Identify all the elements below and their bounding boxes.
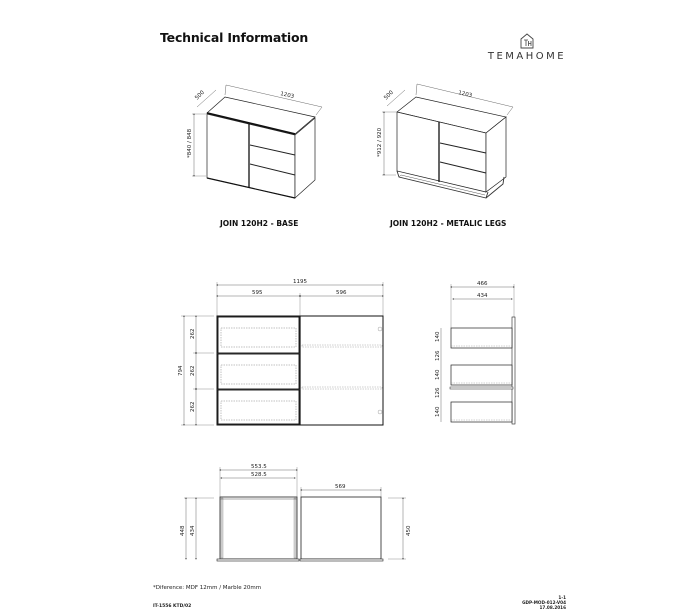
dim-drawer-height-1: 262	[190, 328, 196, 339]
dim-side-v-5: 140	[435, 406, 441, 417]
dim-front-left-width: 595	[252, 290, 263, 296]
dim-legs-depth: 500	[383, 89, 395, 102]
document-meta	[520, 595, 566, 610]
dim-front-total-height: 794	[178, 365, 184, 376]
dim-drawer-height-2: 262	[190, 365, 196, 376]
dim-bottom-right-height: 450	[406, 525, 412, 536]
bottom-views	[180, 464, 412, 561]
dim-base-depth: 500	[194, 89, 206, 102]
dim-bottom-left-outer-width: 553.5	[251, 464, 267, 470]
dim-legs-height: *912 / 920	[377, 127, 383, 157]
dim-bottom-left-inner-height: 434	[190, 525, 196, 536]
dim-side-v-3: 140	[435, 369, 441, 380]
dim-side-inner-depth: 434	[477, 293, 488, 299]
page-number: 1-1	[558, 595, 566, 600]
dim-side-v-1: 140	[435, 331, 441, 342]
dim-front-total-width: 1195	[293, 279, 307, 285]
side-view	[435, 281, 515, 424]
document-date: 17.08.2016	[539, 605, 566, 610]
page-title: Technical Information	[160, 30, 309, 45]
brand-name: TEMAHOME	[487, 51, 567, 62]
front-view	[178, 279, 383, 425]
dim-side-v-4: 126	[435, 387, 441, 398]
iso-view-legs	[377, 84, 513, 198]
document-id: IT-1556 KTD/02	[153, 604, 192, 609]
iso-view-base	[187, 85, 322, 198]
dim-drawer-height-3: 262	[190, 401, 196, 412]
form-code: GDP-MOD-012-V04	[522, 600, 566, 605]
dim-bottom-left-outer-height: 448	[180, 525, 186, 536]
dim-base-height: *840 / 848	[187, 128, 193, 158]
dim-legs-width: 1203	[457, 90, 473, 100]
dim-side-outer-depth: 466	[477, 281, 488, 287]
footnote: *Diference: MDF 12mm / Marble 20mm	[153, 585, 262, 591]
caption-metalic-legs: JOIN 120H2 - METALIC LEGS	[390, 219, 507, 228]
dim-base-width: 1203	[279, 91, 295, 101]
caption-base: JOIN 120H2 - BASE	[220, 219, 299, 228]
dim-bottom-left-inner-width: 528.5	[251, 472, 267, 478]
dim-side-v-2: 126	[435, 350, 441, 361]
dim-front-right-width: 596	[336, 290, 347, 296]
dim-bottom-right-width: 569	[335, 484, 346, 490]
